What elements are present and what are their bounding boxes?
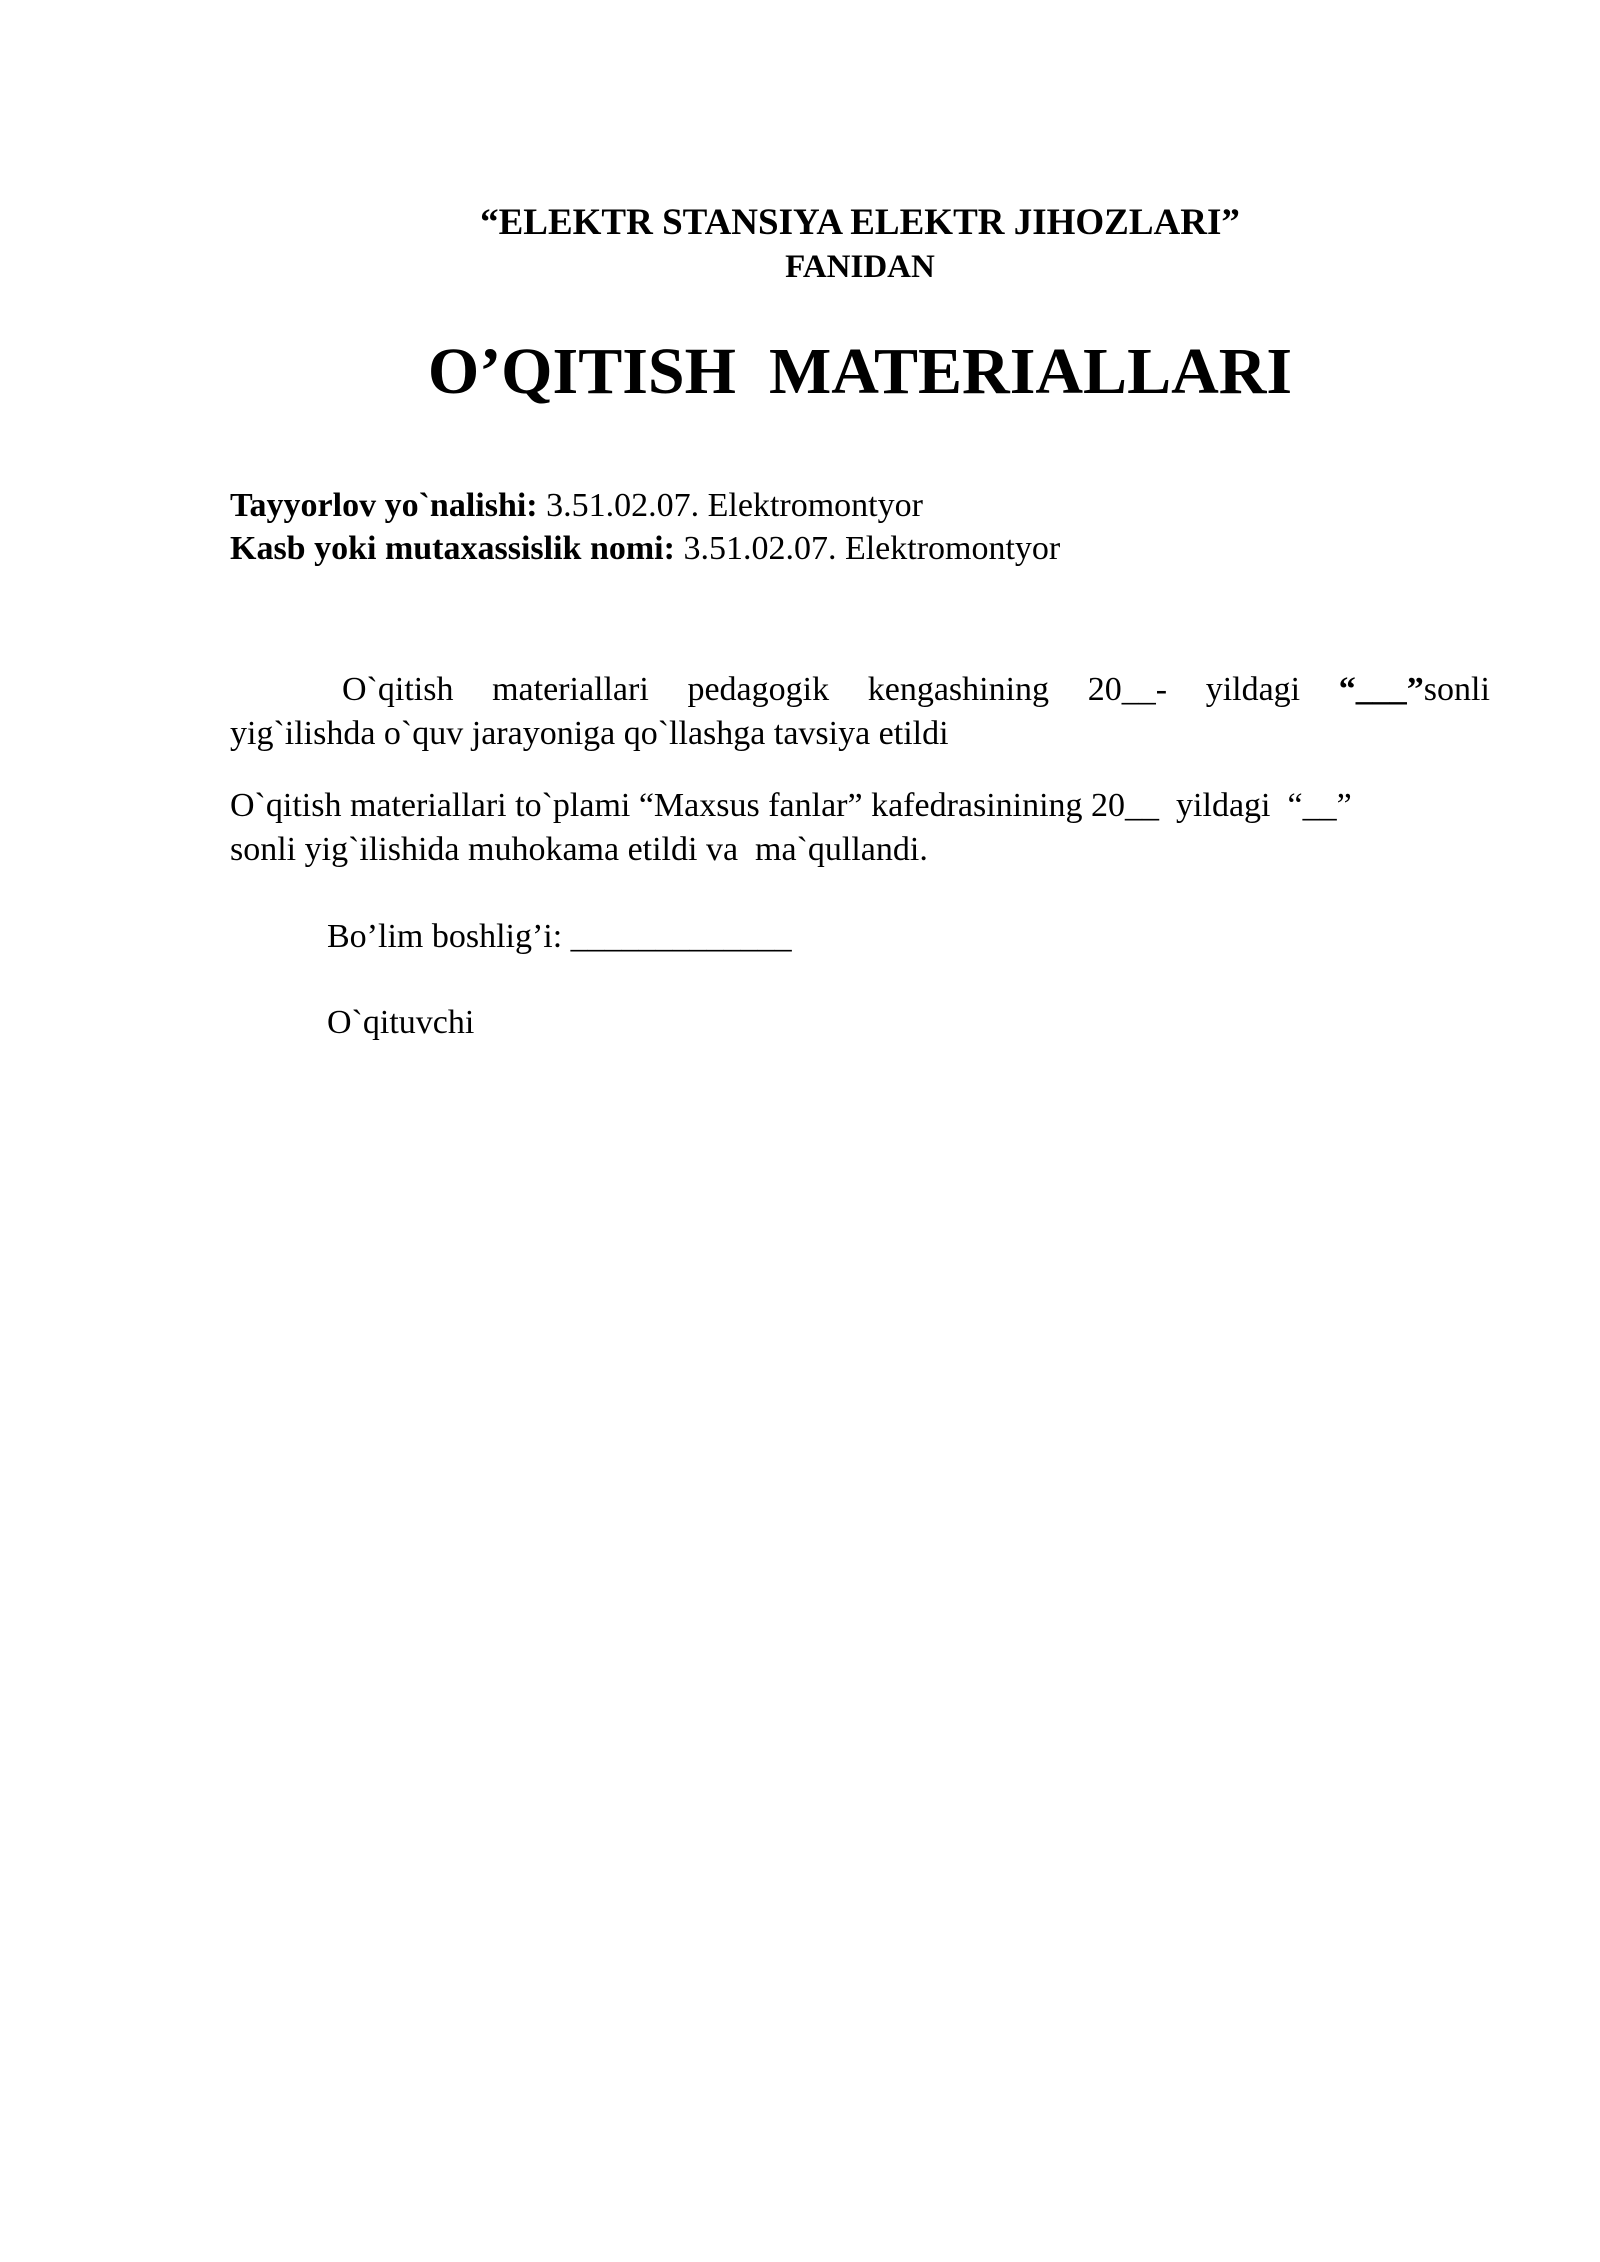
subject-title: “ELEKTR STANSIYA ELEKTR JIHOZLARI” xyxy=(480,202,1240,243)
approval-word: materiallari xyxy=(492,671,649,708)
page-title: O’QITISH MATERIALLARI xyxy=(427,335,1293,408)
approval-paragraph xyxy=(230,668,1490,756)
profession-line xyxy=(230,527,1060,571)
direction-value: 3.51.02.07. Elektromontyor xyxy=(537,487,923,524)
approval-number-blank: “___” xyxy=(1338,671,1424,708)
discussion-paragraph-line-1: O`qitish materiallari to`plami “Maxsus fanlar” kafedrasinining 20__ yildagi “__” xyxy=(230,787,1352,824)
approval-word: kengashining xyxy=(867,671,1050,708)
teacher-signature: O`qituvchi xyxy=(327,1004,475,1041)
profession-label: Kasb yoki mutaxassislik nomi: xyxy=(230,530,675,567)
approval-paragraph-line-2: yig`ilishda o`quv jarayoniga qo`llashga tavsiya etildi xyxy=(230,715,949,752)
approval-number-suffix: sonli xyxy=(1423,671,1490,708)
direction-line xyxy=(230,484,923,528)
approval-paragraph-line-1 xyxy=(230,668,1490,712)
subject-suffix: FANIDAN xyxy=(785,249,935,285)
discussion-paragraph-line-2: sonli yig`ilishida muhokama etildi va ma`qullandi. xyxy=(230,831,928,868)
discussion-paragraph xyxy=(230,784,1490,872)
approval-word: pedagogik xyxy=(687,671,830,708)
approval-word: yildagi xyxy=(1205,671,1301,708)
approval-word: O`qitish xyxy=(342,671,454,708)
profession-value: 3.51.02.07. Elektromontyor xyxy=(674,530,1061,567)
head-of-department-signature: Bo’lim boshlig’i: _____________ xyxy=(327,918,792,955)
approval-number xyxy=(1339,668,1490,712)
direction-label: Tayyorlov yo`nalishi: xyxy=(230,487,538,524)
approval-word: 20__- xyxy=(1087,671,1168,708)
